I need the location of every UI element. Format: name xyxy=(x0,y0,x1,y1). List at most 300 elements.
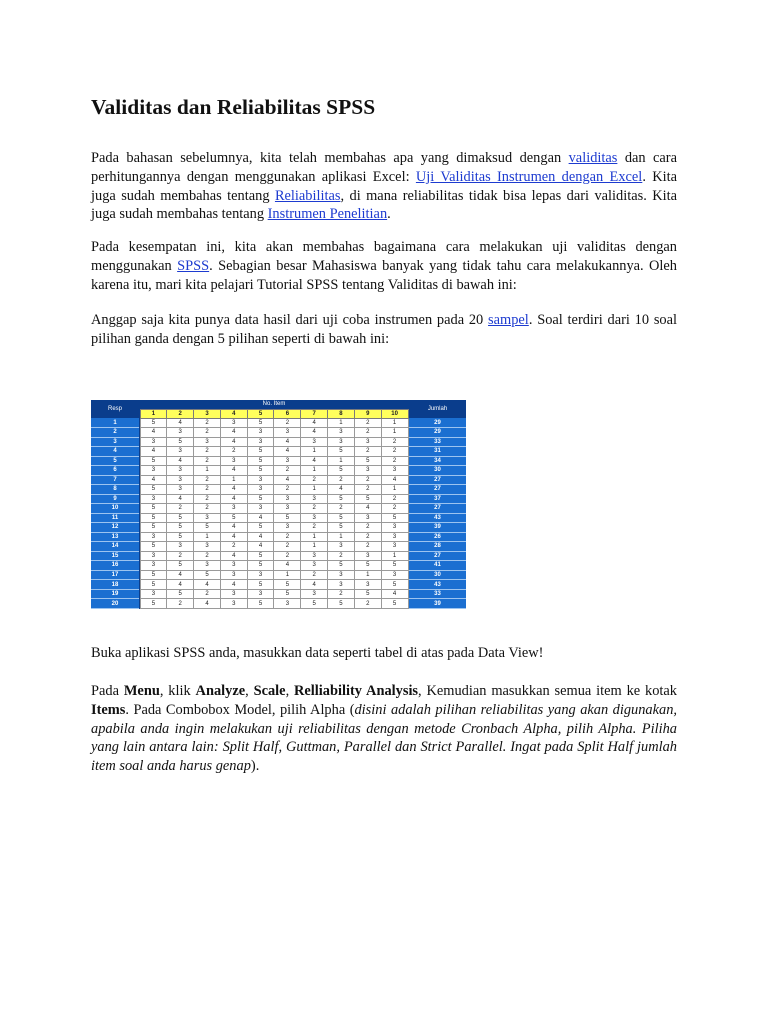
item-cell: 2 xyxy=(194,589,221,599)
item-cell: 2 xyxy=(381,447,408,457)
total-cell: 27 xyxy=(409,504,466,514)
text: , xyxy=(245,683,254,699)
item-cell: 5 xyxy=(167,561,194,571)
item-cell: 3 xyxy=(381,570,408,580)
item-number-header: 8 xyxy=(328,409,355,418)
reliability-analysis-label: Relliability Analysis xyxy=(294,683,419,699)
item-cell: 3 xyxy=(194,513,221,523)
item-cell: 4 xyxy=(301,456,328,466)
item-number-header: 6 xyxy=(274,409,301,418)
table-row xyxy=(91,523,466,533)
item-cell: 5 xyxy=(247,418,274,428)
item-cell: 3 xyxy=(247,504,274,514)
item-cell: 4 xyxy=(167,570,194,580)
item-cell: 4 xyxy=(140,428,167,438)
item-number-header: 9 xyxy=(354,409,381,418)
item-cell: 3 xyxy=(354,513,381,523)
item-cell: 3 xyxy=(220,599,247,609)
text: ). xyxy=(250,758,260,775)
text: , Kemudian masukkan semua item ke kotak xyxy=(418,683,678,699)
item-cell: 2 xyxy=(194,504,221,514)
item-cell: 3 xyxy=(140,561,167,571)
table-row xyxy=(91,466,466,476)
item-cell: 5 xyxy=(140,418,167,428)
item-cell: 2 xyxy=(194,475,221,485)
item-cell: 3 xyxy=(140,532,167,542)
item-cell: 2 xyxy=(194,485,221,495)
item-cell: 3 xyxy=(354,580,381,590)
item-cell: 5 xyxy=(220,513,247,523)
item-cell: 3 xyxy=(328,428,355,438)
item-cell: 5 xyxy=(247,561,274,571)
paragraph-intro xyxy=(91,149,677,224)
total-cell: 29 xyxy=(409,428,466,438)
total-cell: 43 xyxy=(409,580,466,590)
item-cell: 4 xyxy=(140,447,167,457)
resp-cell: 10 xyxy=(91,504,139,514)
item-cell: 5 xyxy=(328,523,355,533)
item-cell: 1 xyxy=(354,570,381,580)
item-cell: 4 xyxy=(220,523,247,533)
page-title: Validitas dan Reliabilitas SPSS xyxy=(91,95,376,119)
item-cell: 4 xyxy=(274,447,301,457)
item-cell: 2 xyxy=(381,456,408,466)
item-cell: 4 xyxy=(220,437,247,447)
item-cell: 2 xyxy=(301,504,328,514)
item-cell: 2 xyxy=(167,504,194,514)
total-cell: 37 xyxy=(409,494,466,504)
item-cell: 3 xyxy=(220,456,247,466)
total-cell: 41 xyxy=(409,561,466,571)
text: Pada xyxy=(91,683,124,699)
table-row xyxy=(91,570,466,580)
table-row xyxy=(91,542,466,552)
item-cell: 3 xyxy=(167,542,194,552)
resp-cell: 9 xyxy=(91,494,139,504)
total-cell: 34 xyxy=(409,456,466,466)
item-cell: 4 xyxy=(274,561,301,571)
item-cell: 3 xyxy=(381,523,408,533)
text: Pada kesempatan ini, kita akan membahas bagaimana cara melakukan uji validitas dengan menggunakan xyxy=(91,239,677,274)
item-cell: 1 xyxy=(301,447,328,457)
article xyxy=(91,93,678,775)
item-cell: 2 xyxy=(328,589,355,599)
item-cell: 2 xyxy=(274,542,301,552)
item-cell: 5 xyxy=(194,523,221,533)
item-cell: 4 xyxy=(194,599,221,609)
item-cell: 1 xyxy=(274,570,301,580)
item-cell: 2 xyxy=(274,466,301,476)
table-row xyxy=(91,447,466,457)
total-cell: 27 xyxy=(409,485,466,495)
total-cell: 27 xyxy=(409,551,466,561)
item-cell: 2 xyxy=(328,475,355,485)
item-cell: 2 xyxy=(381,494,408,504)
item-cell: 5 xyxy=(328,561,355,571)
item-cell: 4 xyxy=(301,428,328,438)
data-table xyxy=(91,400,466,609)
item-cell: 5 xyxy=(247,466,274,476)
resp-cell: 18 xyxy=(91,580,139,590)
item-cell: 3 xyxy=(274,428,301,438)
link-uji-validitas-excel[interactable]: Uji Validitas Instrumen dengan Excel xyxy=(415,168,643,185)
item-cell: 3 xyxy=(167,485,194,495)
item-number-header: 3 xyxy=(194,409,221,418)
item-cell: 3 xyxy=(247,570,274,580)
resp-cell: 12 xyxy=(91,523,139,533)
resp-cell: 3 xyxy=(91,437,139,447)
item-cell: 2 xyxy=(274,551,301,561)
link-sampel[interactable]: sampel xyxy=(488,312,529,328)
item-cell: 4 xyxy=(381,589,408,599)
item-cell: 5 xyxy=(140,513,167,523)
item-cell: 3 xyxy=(274,523,301,533)
item-cell: 3 xyxy=(140,551,167,561)
item-cell: 3 xyxy=(247,589,274,599)
item-cell: 4 xyxy=(247,513,274,523)
analyze-label: Analyze xyxy=(195,683,246,699)
total-cell: 39 xyxy=(409,599,466,609)
item-cell: 4 xyxy=(140,475,167,485)
scale-label: Scale xyxy=(253,683,286,699)
text: . Sebagian besar Mahasiswa banyak yang tidak tahu cara melakukannya. Oleh karena itu, mari kita pelajari Tutorial SPSS tentang Validitas di bawah ini: xyxy=(91,257,677,293)
paragraph-spss xyxy=(91,238,677,294)
item-cell: 1 xyxy=(381,551,408,561)
item-cell: 3 xyxy=(301,513,328,523)
item-cell: 5 xyxy=(167,589,194,599)
item-cell: 2 xyxy=(328,551,355,561)
item-cell: 1 xyxy=(301,542,328,552)
item-cell: 4 xyxy=(247,532,274,542)
table-row xyxy=(91,485,466,495)
resp-cell: 17 xyxy=(91,570,139,580)
item-cell: 3 xyxy=(167,466,194,476)
item-cell: 4 xyxy=(301,418,328,428)
table-row xyxy=(91,494,466,504)
item-cell: 4 xyxy=(220,580,247,590)
item-cell: 4 xyxy=(220,428,247,438)
item-cell: 4 xyxy=(274,475,301,485)
text: Anggap saja kita punya data hasil dari uji coba instrumen pada 20 xyxy=(91,312,489,328)
item-cell: 2 xyxy=(274,485,301,495)
item-cell: 2 xyxy=(194,418,221,428)
item-cell: 4 xyxy=(301,580,328,590)
item-cell: 3 xyxy=(220,418,247,428)
item-cell: 1 xyxy=(301,485,328,495)
item-cell: 3 xyxy=(301,551,328,561)
total-cell: 30 xyxy=(409,466,466,476)
item-number-header: 7 xyxy=(301,409,328,418)
link-validitas[interactable]: validitas xyxy=(568,150,618,166)
item-cell: 1 xyxy=(194,466,221,476)
text: , di mana reliabilitas tidak bisa lepas dari validitas. Kita juga sudah membahas tentang xyxy=(91,187,677,223)
item-cell: 3 xyxy=(381,542,408,552)
item-cell: 5 xyxy=(328,494,355,504)
text: . Kita juga sudah membahas tentang xyxy=(91,168,678,204)
resp-cell: 16 xyxy=(91,561,139,571)
item-cell: 5 xyxy=(381,561,408,571)
item-cell: 5 xyxy=(247,494,274,504)
item-cell: 2 xyxy=(354,599,381,609)
item-cell: 5 xyxy=(247,599,274,609)
item-cell: 5 xyxy=(247,447,274,457)
item-cell: 2 xyxy=(354,475,381,485)
item-cell: 3 xyxy=(167,428,194,438)
item-cell: 3 xyxy=(354,466,381,476)
item-cell: 3 xyxy=(328,542,355,552)
item-cell: 3 xyxy=(247,437,274,447)
paragraph-open-spss: Buka aplikasi SPSS anda, masukkan data seperti tabel di atas pada Data View! xyxy=(91,645,544,661)
item-cell: 1 xyxy=(381,418,408,428)
item-cell: 2 xyxy=(220,542,247,552)
resp-cell: 15 xyxy=(91,551,139,561)
item-cell: 4 xyxy=(328,485,355,495)
item-cell: 2 xyxy=(274,532,301,542)
item-cell: 5 xyxy=(301,599,328,609)
total-cell: 26 xyxy=(409,532,466,542)
item-cell: 3 xyxy=(274,494,301,504)
resp-cell: 11 xyxy=(91,513,139,523)
text: . Pada Combobox Model, pilih Alpha ( xyxy=(125,701,355,718)
table-row xyxy=(91,504,466,514)
item-cell: 5 xyxy=(140,456,167,466)
resp-cell: 14 xyxy=(91,542,139,552)
item-cell: 5 xyxy=(140,599,167,609)
table-row xyxy=(91,513,466,523)
link-spss[interactable]: SPSS xyxy=(177,257,210,274)
item-cell: 5 xyxy=(328,599,355,609)
item-cell: 5 xyxy=(354,561,381,571)
item-cell: 3 xyxy=(354,437,381,447)
item-cell: 2 xyxy=(354,532,381,542)
total-cell: 31 xyxy=(409,447,466,457)
total-cell: 28 xyxy=(409,542,466,552)
item-number-header: 10 xyxy=(381,409,408,418)
italic-note: disini adalah pilihan reliabilitas yang akan digunakan, apabila anda ingin melakukan uji reliabilitas dengan metode Cronbach Alpha, pilih Alpha. Piliha yang lain antara lain: Split Half, Guttman, Parallel dan Strict Parallel. Ingat pada Split Half jumlah item soal anda harus genap xyxy=(91,701,677,775)
item-cell: 2 xyxy=(301,570,328,580)
item-cell: 3 xyxy=(140,589,167,599)
item-cell: 2 xyxy=(328,504,355,514)
item-cell: 3 xyxy=(140,466,167,476)
text: . xyxy=(387,206,391,223)
item-cell: 5 xyxy=(167,513,194,523)
table-row xyxy=(91,561,466,571)
item-cell: 1 xyxy=(328,532,355,542)
resp-cell: 19 xyxy=(91,589,139,599)
item-cell: 2 xyxy=(381,437,408,447)
item-cell: 5 xyxy=(274,580,301,590)
total-cell: 39 xyxy=(409,523,466,533)
paragraph-sample xyxy=(91,311,677,349)
item-cell: 5 xyxy=(247,580,274,590)
item-number-header: 4 xyxy=(220,409,247,418)
item-cell: 5 xyxy=(167,437,194,447)
item-cell: 3 xyxy=(220,504,247,514)
item-cell: 3 xyxy=(328,437,355,447)
item-cell: 1 xyxy=(220,475,247,485)
total-cell: 30 xyxy=(409,570,466,580)
table-row xyxy=(91,428,466,438)
resp-cell: 4 xyxy=(91,447,139,457)
table-row xyxy=(91,456,466,466)
table-row xyxy=(91,418,466,428)
item-cell: 3 xyxy=(247,428,274,438)
item-cell: 1 xyxy=(301,466,328,476)
item-cell: 4 xyxy=(167,580,194,590)
item-cell: 2 xyxy=(194,456,221,466)
item-cell: 5 xyxy=(328,447,355,457)
item-cell: 3 xyxy=(301,437,328,447)
item-cell: 3 xyxy=(220,589,247,599)
item-cell: 5 xyxy=(354,456,381,466)
total-cell: 29 xyxy=(409,418,466,428)
text: Pada bahasan sebelumnya, kita telah membahas apa yang dimaksud dengan xyxy=(91,150,569,166)
resp-cell: 5 xyxy=(91,456,139,466)
table-row xyxy=(91,599,466,609)
item-cell: 2 xyxy=(354,485,381,495)
item-cell: 3 xyxy=(194,561,221,571)
item-cell: 2 xyxy=(194,428,221,438)
item-cell: 1 xyxy=(381,485,408,495)
item-cell: 1 xyxy=(381,428,408,438)
item-cell: 3 xyxy=(274,504,301,514)
header-items: No. Item xyxy=(140,400,408,409)
total-cell: 43 xyxy=(409,513,466,523)
item-cell: 2 xyxy=(194,447,221,457)
paragraph-steps xyxy=(91,682,677,776)
item-cell: 1 xyxy=(328,456,355,466)
item-cell: 4 xyxy=(220,551,247,561)
item-cell: 3 xyxy=(194,437,221,447)
resp-cell: 13 xyxy=(91,532,139,542)
text: dan cara perhitungannya dengan menggunakan aplikasi Excel: xyxy=(91,150,677,185)
item-cell: 3 xyxy=(381,466,408,476)
item-cell: 5 xyxy=(140,485,167,495)
table-row xyxy=(91,589,466,599)
item-cell: 5 xyxy=(274,589,301,599)
item-number-header: 2 xyxy=(167,409,194,418)
item-cell: 3 xyxy=(194,542,221,552)
item-cell: 4 xyxy=(167,456,194,466)
item-cell: 1 xyxy=(301,532,328,542)
item-cell: 3 xyxy=(247,485,274,495)
resp-cell: 7 xyxy=(91,475,139,485)
item-cell: 2 xyxy=(354,418,381,428)
item-cell: 3 xyxy=(301,561,328,571)
text: . Soal terdiri dari 10 soal pilihan ganda dengan 5 pilihan seperti di bawah ini: xyxy=(91,312,678,347)
item-cell: 5 xyxy=(381,599,408,609)
item-cell: 4 xyxy=(220,485,247,495)
item-cell: 3 xyxy=(328,580,355,590)
item-cell: 2 xyxy=(381,504,408,514)
item-cell: 2 xyxy=(167,599,194,609)
item-cell: 4 xyxy=(220,494,247,504)
item-cell: 1 xyxy=(328,418,355,428)
table-row xyxy=(91,532,466,542)
item-cell: 3 xyxy=(140,437,167,447)
item-cell: 2 xyxy=(301,523,328,533)
item-cell: 2 xyxy=(194,494,221,504)
data-table-figure xyxy=(91,400,466,609)
item-cell: 5 xyxy=(140,580,167,590)
item-cell: 3 xyxy=(301,589,328,599)
item-cell: 2 xyxy=(274,418,301,428)
item-cell: 1 xyxy=(194,532,221,542)
item-cell: 5 xyxy=(140,570,167,580)
item-cell: 5 xyxy=(247,456,274,466)
item-cell: 3 xyxy=(247,475,274,485)
header-total: Jumlah xyxy=(409,400,466,418)
item-cell: 5 xyxy=(140,504,167,514)
item-cell: 5 xyxy=(381,513,408,523)
item-cell: 5 xyxy=(328,466,355,476)
item-cell: 3 xyxy=(140,494,167,504)
table-row xyxy=(91,437,466,447)
item-cell: 3 xyxy=(220,570,247,580)
items-label: Items xyxy=(91,701,126,718)
resp-cell: 6 xyxy=(91,466,139,476)
item-cell: 2 xyxy=(354,523,381,533)
item-cell: 3 xyxy=(220,561,247,571)
item-cell: 5 xyxy=(247,523,274,533)
item-cell: 2 xyxy=(354,428,381,438)
item-cell: 5 xyxy=(167,532,194,542)
item-cell: 5 xyxy=(140,523,167,533)
item-cell: 3 xyxy=(354,551,381,561)
item-cell: 2 xyxy=(220,447,247,457)
header-resp: Resp xyxy=(91,400,139,418)
item-cell: 3 xyxy=(274,456,301,466)
resp-cell: 8 xyxy=(91,485,139,495)
item-cell: 5 xyxy=(167,523,194,533)
table-row xyxy=(91,475,466,485)
total-cell: 33 xyxy=(409,589,466,599)
item-cell: 4 xyxy=(194,580,221,590)
item-cell: 3 xyxy=(274,599,301,609)
item-cell: 5 xyxy=(247,551,274,561)
resp-cell: 20 xyxy=(91,599,139,609)
item-cell: 5 xyxy=(354,494,381,504)
total-cell: 33 xyxy=(409,437,466,447)
item-cell: 3 xyxy=(167,475,194,485)
link-reliabilitas[interactable]: Reliabilitas xyxy=(274,187,341,204)
item-cell: 3 xyxy=(167,447,194,457)
item-cell: 3 xyxy=(328,570,355,580)
text: , xyxy=(285,683,295,699)
resp-cell: 1 xyxy=(91,418,139,428)
item-cell: 5 xyxy=(328,513,355,523)
item-cell: 5 xyxy=(354,589,381,599)
item-cell: 4 xyxy=(220,466,247,476)
total-cell: 27 xyxy=(409,475,466,485)
item-cell: 2 xyxy=(194,551,221,561)
link-instrumen-penelitian[interactable]: Instrumen Penelitian xyxy=(267,206,388,223)
item-cell: 3 xyxy=(381,532,408,542)
text: , klik xyxy=(159,683,196,699)
item-cell: 4 xyxy=(167,418,194,428)
item-cell: 2 xyxy=(301,475,328,485)
item-cell: 5 xyxy=(194,570,221,580)
item-cell: 4 xyxy=(381,475,408,485)
item-cell: 4 xyxy=(247,542,274,552)
item-cell: 5 xyxy=(381,580,408,590)
item-cell: 5 xyxy=(140,542,167,552)
item-cell: 4 xyxy=(167,494,194,504)
item-cell: 4 xyxy=(220,532,247,542)
item-cell: 2 xyxy=(354,447,381,457)
menu-label: Menu xyxy=(123,683,160,699)
item-cell: 2 xyxy=(354,542,381,552)
